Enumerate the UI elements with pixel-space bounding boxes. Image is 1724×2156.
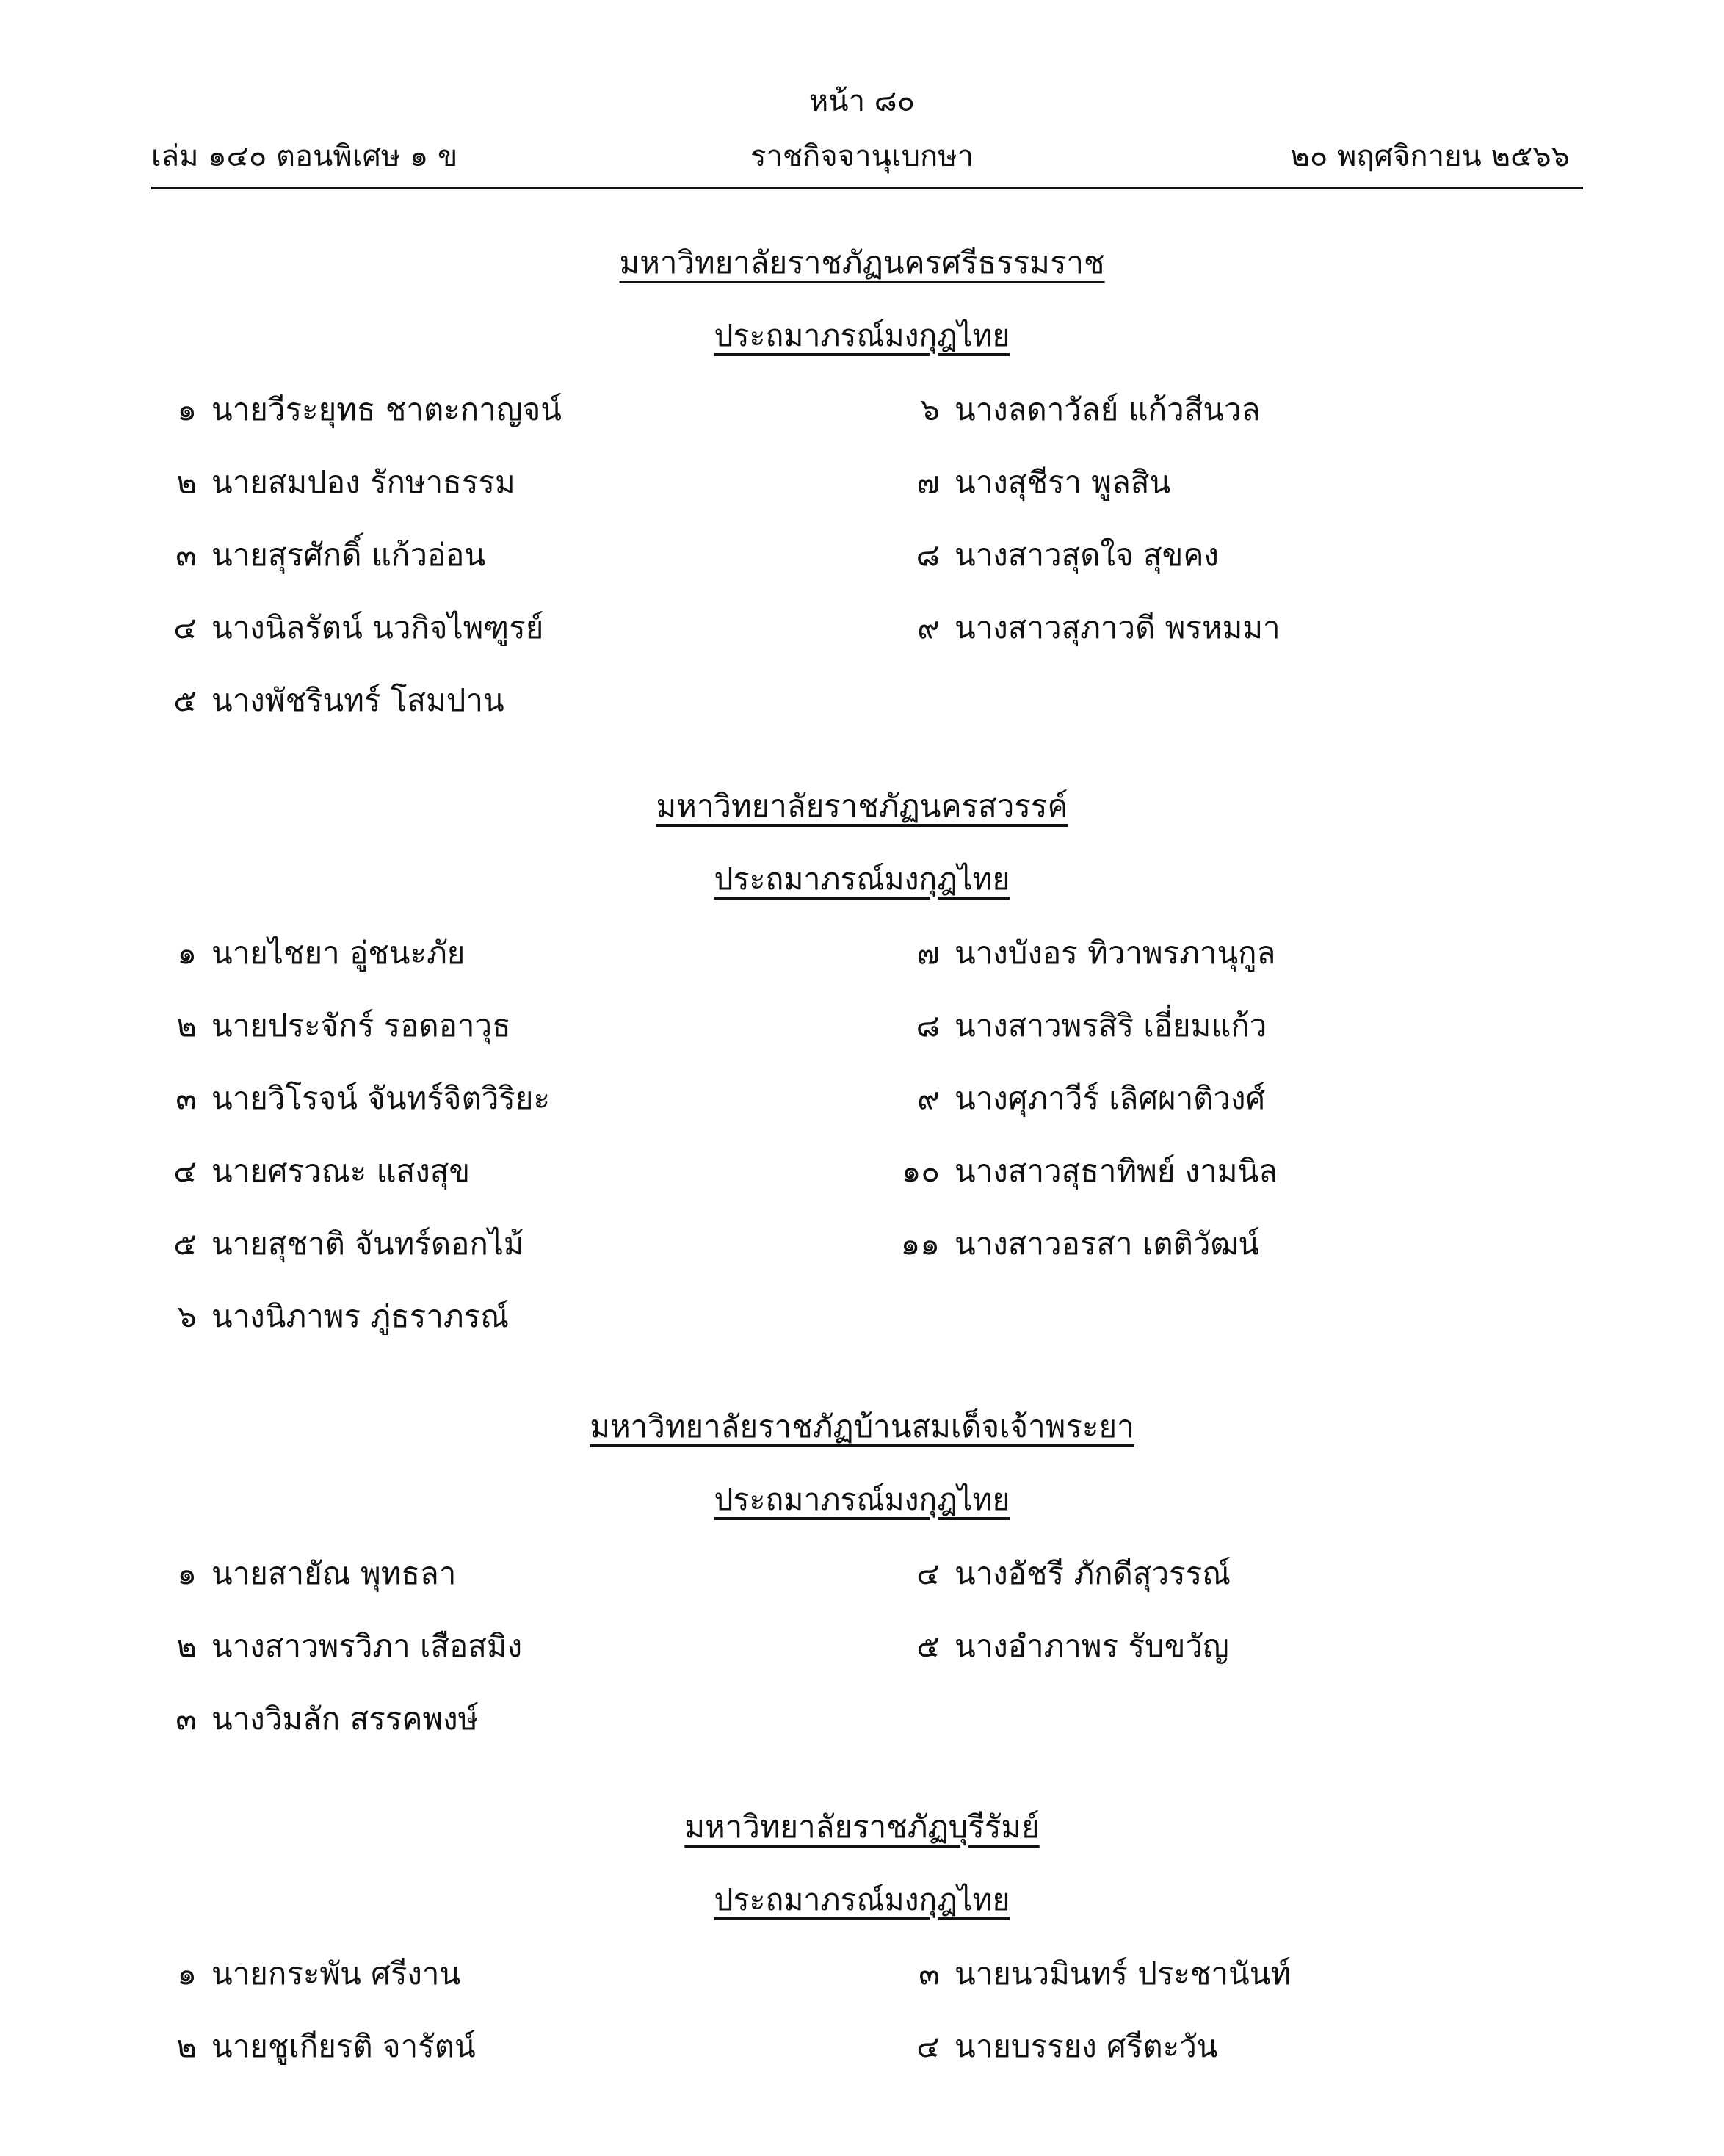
recipient: ๖ นางนิภาพร ภู่ธราภรณ์ xyxy=(177,1298,510,1334)
recipient: ๑ นายวีระยุทธ ชาตะกาญจน์ xyxy=(177,391,562,427)
recipient: ๓ นายสุรศักดิ์ แก้วอ่อน xyxy=(175,537,486,573)
university-title: มหาวิทยาลัยราชภัฏบ้านสมเด็จเจ้าพระยา xyxy=(590,1408,1134,1444)
recipient: ๒ นายสมปอง รักษาธรรม xyxy=(176,464,515,500)
recipient: ๔ นายบรรยง ศรีตะวัน xyxy=(916,2028,1218,2064)
recipient: ๑ นายกระพัน ศรีงาน xyxy=(177,1956,461,1992)
recipient: ๔ นายศรวณะ แสงสุข xyxy=(173,1153,471,1189)
recipient: ๙ นางสาวสุภาวดี พรหมมา xyxy=(917,609,1281,645)
recipient: ๘ นางสาวสุดใจ สุขคง xyxy=(916,537,1219,573)
recipient: ๑ นายไชยา อู่ชนะภัย xyxy=(177,935,466,971)
award-title: ประถมาภรณ์มงกุฎไทย xyxy=(714,1882,1010,1917)
recipient: ๘ นางสาวพรสิริ เอี่ยมแก้ว xyxy=(916,1008,1267,1043)
recipient: ๓ นางวิมลัก สรรคพงษ์ xyxy=(175,1701,479,1737)
university-title: มหาวิทยาลัยราชภัฏนครสวรรค์ xyxy=(656,788,1068,824)
recipient: ๒ นายชูเกียรติ จารัตน์ xyxy=(176,2028,476,2064)
recipient: ๕ นางอำภาพร รับขวัญ xyxy=(916,1628,1229,1664)
recipient: ๖ นางลดาวัลย์ แก้วสีนวล xyxy=(920,391,1261,427)
recipient: ๕ นางพัชรินทร์ โสมปาน xyxy=(173,682,504,718)
recipient: ๗ นางสุชีรา พูลสิน xyxy=(916,464,1171,500)
gazette-title: ราชกิจจานุเบกษา xyxy=(750,140,974,173)
recipient: ๗ นางบังอร ทิวาพรภานุกูล xyxy=(916,935,1276,971)
recipient: ๔ นางนิลรัตน์ นวกิจไพฑูรย์ xyxy=(173,609,544,645)
recipient: ๓ นายวิโรจน์ จันทร์จิตวิริยะ xyxy=(175,1080,551,1116)
university-title: มหาวิทยาลัยราชภัฏบุรีรัมย์ xyxy=(684,1809,1040,1845)
award-title: ประถมาภรณ์มงกุฎไทย xyxy=(714,861,1010,897)
recipient: ๑๑ นางสาวอรสา เตติวัฒน์ xyxy=(900,1226,1260,1262)
recipient: ๔ นางอัชรี ภักดีสุวรรณ์ xyxy=(916,1555,1231,1591)
recipient: ๑๐ นางสาวสุธาทิพย์ งามนิล xyxy=(901,1153,1278,1189)
recipient: ๕ นายสุชาติ จันทร์ดอกไม้ xyxy=(173,1226,524,1262)
award-title: ประถมาภรณ์มงกุฎไทย xyxy=(714,1482,1010,1517)
recipient: ๒ นางสาวพรวิภา เสือสมิง xyxy=(176,1628,523,1664)
recipient: ๓ นายนวมินทร์ ประชานันท์ xyxy=(919,1956,1292,1992)
page-number: หน้า ๘๐ xyxy=(808,84,916,118)
header-rule xyxy=(151,187,1583,189)
recipient: ๙ นางศุภาวีร์ เลิศผาติวงศ์ xyxy=(917,1080,1266,1116)
recipient: ๒ นายประจักร์ รอดอาวุธ xyxy=(176,1008,511,1043)
gazette-date: ๒๐ พฤศจิกายน ๒๕๖๖ xyxy=(1290,140,1570,173)
gazette-volume: เล่ม ๑๔๐ ตอนพิเศษ ๑ ข xyxy=(151,140,458,173)
university-title: มหาวิทยาลัยราชภัฏนครศรีธรรมราช xyxy=(619,245,1105,281)
recipient: ๑ นายสายัณ พุทธลา xyxy=(177,1555,457,1591)
award-title: ประถมาภรณ์มงกุฎไทย xyxy=(714,318,1010,353)
